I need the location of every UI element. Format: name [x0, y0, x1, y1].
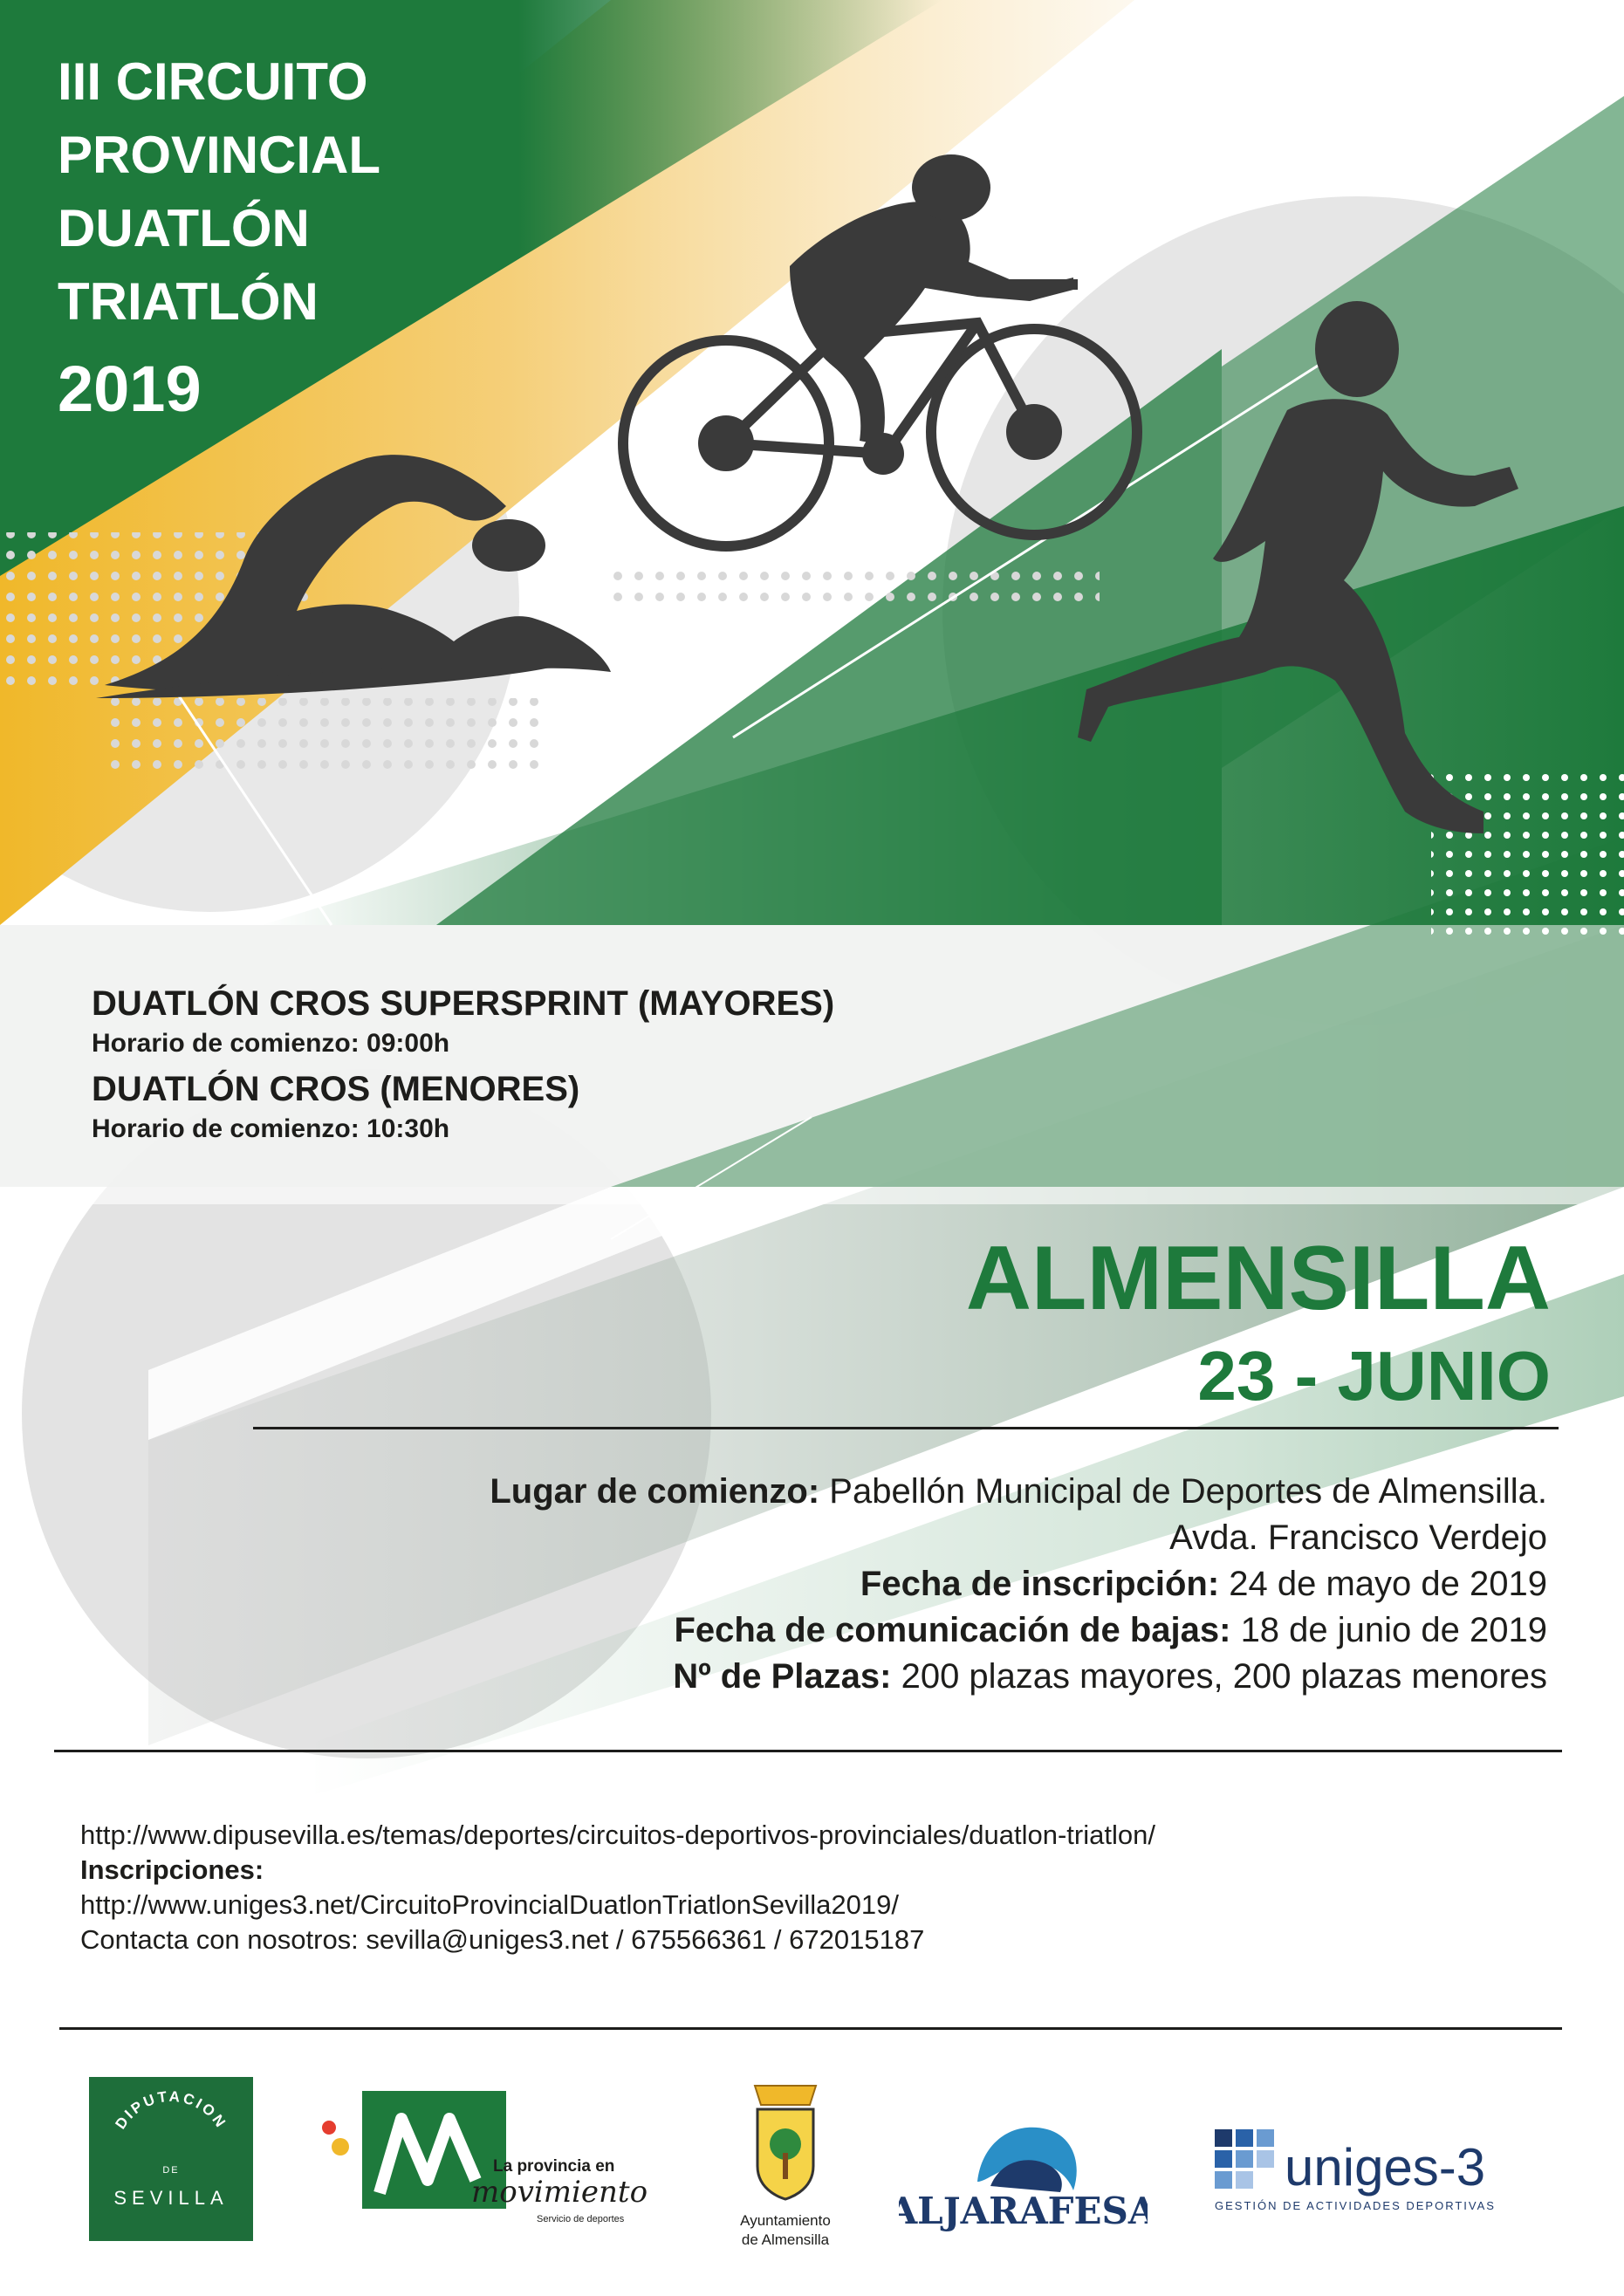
aljarafesa-emblem-icon	[899, 2094, 1148, 2234]
diputacion-line-3: SEVILLA	[113, 2187, 229, 2209]
title-line-4: TRIATLÓN	[58, 272, 319, 331]
schedule-time-1: Horario de comienzo: 09:00h	[92, 1029, 450, 1058]
aljarafesa-logo	[899, 2094, 1148, 2234]
detail-start-label: Lugar de comienzo:	[490, 1472, 820, 1511]
schedule	[92, 982, 834, 1153]
detail-registration-label: Fecha de inscripción:	[860, 1565, 1220, 1603]
diputacion-line-1: DIPUTACION	[112, 2087, 230, 2133]
ayuntamiento-logo	[716, 2070, 855, 2253]
movimiento-line-2: movimiento	[471, 2175, 648, 2210]
detail-withdrawal-label: Fecha de comunicación de bajas:	[674, 1611, 1231, 1649]
detail-registration-value: 24 de mayo de 2019	[1229, 1565, 1547, 1603]
location-block	[966, 1226, 1551, 1422]
title-year: 2019	[58, 353, 202, 425]
schedule-event-1: DUATLÓN CROS SUPERSPRINT (MAYORES)	[92, 984, 835, 1023]
contact-text: Contacta con nosotros: sevilla@uniges3.net / 675566361 / 672015187	[80, 1924, 925, 1955]
title-line-1: III CIRCUITO	[58, 52, 368, 111]
uniges-tagline: GESTIÓN DE ACTIVIDADES DEPORTIVAS	[1215, 2199, 1496, 2212]
links-block	[80, 1818, 1155, 1957]
info-url-link[interactable]: http://www.dipusevilla.es/temas/deportes/circuitos-deportivos-provinciales/duatlon-triatlon/	[80, 1820, 1155, 1850]
movimiento-line-1: La provincia en	[493, 2157, 615, 2176]
title-line-3: DUATLÓN	[58, 199, 310, 257]
divider-location	[253, 1427, 1559, 1429]
location-town: ALMENSILLA	[965, 1228, 1551, 1329]
diputacion-logo	[89, 2077, 253, 2241]
detail-withdrawal-value: 18 de junio de 2019	[1240, 1611, 1547, 1649]
detail-start	[490, 1469, 1547, 1515]
ayuntamiento-line-2: de Almensilla	[741, 2231, 830, 2248]
detail-places-label: Nº de Plazas:	[673, 1657, 892, 1696]
details-block	[490, 1469, 1547, 1700]
ayuntamiento-line-1: Ayuntamiento	[740, 2212, 831, 2229]
detail-address: Avda. Francisco Verdejo	[1169, 1518, 1547, 1557]
detail-start-value: Pabellón Municipal de Deportes de Almensilla.	[829, 1472, 1547, 1511]
coat-of-arms-icon	[716, 2070, 855, 2253]
movimiento-emblem-icon	[319, 2084, 668, 2232]
movimiento-logo	[319, 2084, 668, 2232]
event-title	[58, 45, 380, 433]
schedule-event-2: DUATLÓN CROS (MENORES)	[92, 1070, 580, 1108]
movimiento-line-3: Servicio de deportes	[537, 2214, 625, 2224]
uniges-logo	[1204, 2112, 1571, 2217]
registrations-url-link[interactable]: http://www.uniges3.net/CircuitoProvincialDuatlonTriatlonSevilla2019/	[80, 1889, 899, 1920]
diputacion-emblem-icon	[89, 2077, 253, 2241]
detail-places	[490, 1654, 1547, 1700]
schedule-time-2: Horario de comienzo: 10:30h	[92, 1114, 450, 1143]
detail-withdrawal	[490, 1607, 1547, 1654]
aljarafesa-name: ALJARAFESA	[899, 2190, 1148, 2232]
divider-details	[54, 1750, 1562, 1752]
detail-registration	[490, 1561, 1547, 1607]
divider-links	[59, 2027, 1562, 2030]
location-date: 23 - JUNIO	[1197, 1337, 1551, 1415]
svg-text:DIPUTACION	[112, 2088, 230, 2133]
detail-places-value: 200 plazas mayores, 200 plazas menores	[901, 1657, 1547, 1696]
registrations-label: Inscripciones:	[80, 1854, 264, 1885]
diputacion-line-2: DE	[162, 2165, 180, 2176]
uniges-name: uniges-3	[1285, 2138, 1486, 2197]
uniges-emblem-icon	[1204, 2112, 1571, 2217]
title-line-2: PROVINCIAL	[58, 126, 381, 184]
